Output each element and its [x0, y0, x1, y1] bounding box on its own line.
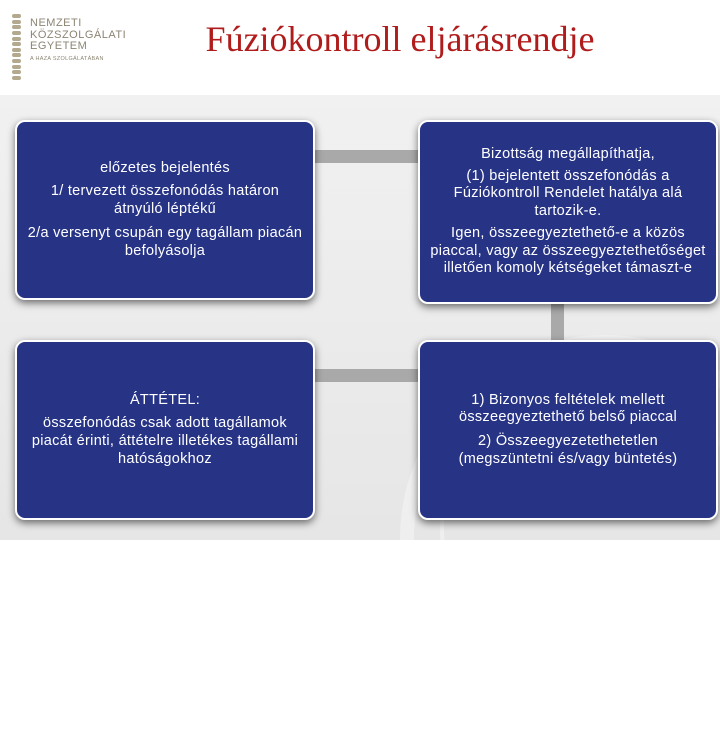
box-text: előzetes bejelentés: [100, 159, 230, 176]
box-text: (1) bejelentett összefonódás a Fúziókontroll Rendelet hatálya alá tartozik-e.: [453, 167, 683, 220]
logo-line-1: NEMZETI: [30, 17, 82, 29]
box-notification: [15, 120, 315, 300]
box-text: Igen, összeegyeztethető-e a közös piaccal, vagy az összeegyeztethetőséget illetően komoly kétségeket támaszt-e: [430, 224, 706, 277]
page-title: Fúziókontroll eljárásrendje: [205, 19, 595, 59]
logo-line-3: EGYETEM: [30, 40, 88, 53]
logo-emblem-icon: [10, 14, 24, 80]
logo-tagline: A HAZA SZOLGÁLATÁBAN: [30, 55, 104, 62]
university-logo: [6, 12, 126, 82]
logo-line-2: KÖZSZOLGÁLATI: [30, 28, 127, 41]
box-text: 1/ tervezett összefonódás határon átnyúló léptékű: [50, 183, 280, 218]
logo-text: [30, 18, 130, 62]
box-text: összefonódás csak adott tagállamok piacát érinti, áttételre illetékes tagállami hatóságokhoz: [31, 415, 299, 467]
box-text: 1) Bizonyos feltételek mellett összeegyeztethető belső piaccal: [458, 391, 678, 426]
connector-top: [315, 150, 418, 163]
connector-vertical: [551, 304, 564, 340]
box-commission: [418, 120, 718, 304]
box-text: 2/a versenyt csupán egy tagállam piacán befolyásolja: [27, 224, 303, 259]
box-text: 2) Összeegyezetethetetlen (megszüntetni és/vagy büntetés): [458, 433, 678, 467]
connector-bottom: [315, 369, 418, 382]
box-decision: [418, 340, 718, 520]
box-referral: [15, 340, 315, 520]
box-text: ÁTTÉTEL:: [129, 391, 201, 408]
box-text: Bizottság megállapíthatja,: [481, 146, 655, 163]
